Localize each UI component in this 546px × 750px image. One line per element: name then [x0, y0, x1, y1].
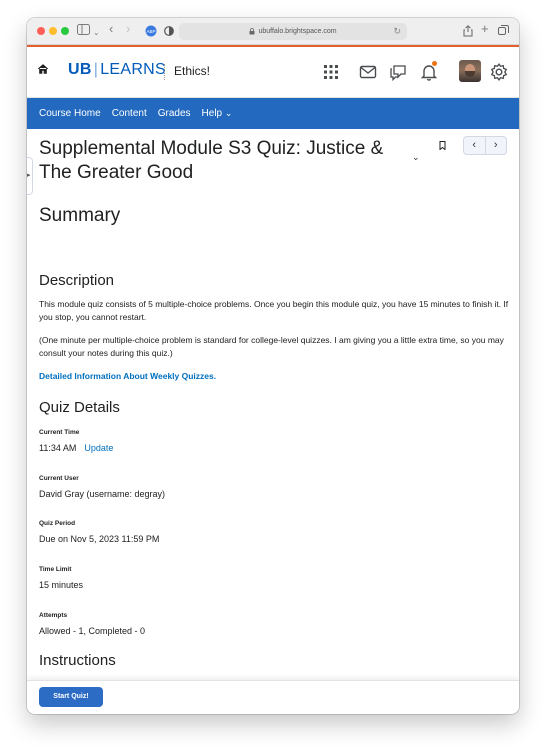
time-limit-value: 15 minutes — [39, 580, 84, 590]
tab-overview-icon[interactable] — [498, 25, 509, 40]
attempts-value: Allowed - 1, Completed - 0 — [39, 626, 146, 636]
time-limit-label: Time Limit — [39, 566, 72, 573]
extension-icon[interactable] — [145, 25, 157, 41]
minimize-window-button[interactable] — [49, 27, 57, 35]
chevron-right-icon: ▸ — [27, 172, 31, 179]
svg-text:ABP: ABP — [146, 29, 156, 34]
course-name[interactable]: Ethics! — [174, 64, 211, 78]
avatar[interactable] — [459, 60, 481, 82]
browser-toolbar — [27, 18, 519, 45]
current-time-value: 11:34 AM — [39, 443, 77, 453]
quiz-footer — [27, 680, 519, 714]
instructions-heading: Instructions — [39, 652, 116, 669]
quiz-details-heading: Quiz Details — [39, 399, 120, 416]
gear-icon[interactable] — [489, 62, 509, 82]
quiz-summary-content — [27, 129, 519, 689]
description-paragraph-1: This module quiz consists of 5 multiple-choice problems. Once you begin this module quiz, you have 15 minutes to finish it. If you stop, you cannot restart. — [39, 299, 509, 322]
course-navbar — [27, 98, 519, 129]
share-icon[interactable] — [463, 25, 473, 41]
bookmark-icon[interactable] — [439, 141, 446, 150]
header-divider — [164, 64, 165, 80]
update-time-link[interactable]: Update — [84, 443, 114, 453]
browser-window — [27, 18, 519, 714]
side-panel-toggle[interactable] — [27, 157, 33, 195]
ub-learns-logo[interactable] — [68, 61, 166, 79]
quiz-period-value: Due on Nov 5, 2023 11:59 PM — [39, 534, 160, 544]
lock-icon — [249, 28, 255, 35]
current-time-row — [39, 443, 113, 453]
topic-pager — [463, 136, 507, 155]
quiz-period-label: Quiz Period — [39, 520, 76, 527]
close-window-button[interactable] — [37, 27, 45, 35]
reload-icon[interactable]: ↻ — [393, 26, 401, 36]
maximize-window-button[interactable] — [61, 27, 69, 35]
start-quiz-button[interactable]: Start Quiz! — [39, 687, 103, 707]
previous-topic-button[interactable]: ‹ — [464, 137, 486, 154]
description-heading: Description — [39, 272, 115, 289]
nav-content[interactable]: Content — [111, 108, 147, 119]
grid-waffle-icon[interactable] — [321, 62, 341, 82]
current-user-label: Current User — [39, 475, 79, 482]
weekly-quizzes-info-link[interactable]: Detailed Information About Weekly Quizzes. — [39, 371, 217, 381]
attempts-label: Attempts — [39, 612, 68, 619]
notification-badge — [432, 61, 437, 66]
current-user-value: David Gray (username: degray) — [39, 489, 166, 499]
chat-icon[interactable] — [388, 62, 408, 82]
summary-heading: Summary — [39, 205, 121, 226]
mail-icon[interactable] — [358, 62, 378, 82]
logo-learns: LEARNS — [100, 61, 167, 78]
lms-header — [27, 47, 519, 98]
nav-course-home[interactable]: Course Home — [39, 108, 101, 119]
nav-help-label: Help — [201, 108, 223, 119]
forward-button[interactable]: › — [126, 21, 131, 36]
home-icon[interactable] — [37, 63, 49, 75]
new-tab-icon[interactable]: + — [481, 21, 489, 36]
nav-grades[interactable]: Grades — [157, 108, 191, 119]
nav-help[interactable] — [202, 108, 233, 119]
description-paragraph-2: (One minute per multiple-choice problem is standard for college-level quizzes. I am giving you a little extra time, so you may consult your notes during this quiz.) — [39, 335, 504, 358]
current-time-label: Current Time — [39, 429, 80, 436]
logo-separator: | — [93, 61, 99, 78]
privacy-shield-icon[interactable] — [164, 25, 174, 41]
next-topic-button[interactable]: › — [493, 139, 498, 151]
page-title: Supplemental Module S3 Quiz: Justice & The Greater Good — [39, 138, 384, 183]
sidebar-toggle-icon[interactable] — [77, 24, 91, 40]
chevron-down-icon[interactable]: ⌄ — [412, 152, 420, 162]
chevron-down-icon: ⌄ — [224, 108, 233, 118]
chevron-down-icon[interactable]: ⌄ — [93, 28, 100, 37]
url-text: ubuffalo.brightspace.com — [258, 28, 337, 35]
logo-ub: UB — [68, 61, 92, 78]
back-button[interactable]: ‹ — [109, 21, 114, 36]
address-bar[interactable] — [179, 23, 407, 40]
